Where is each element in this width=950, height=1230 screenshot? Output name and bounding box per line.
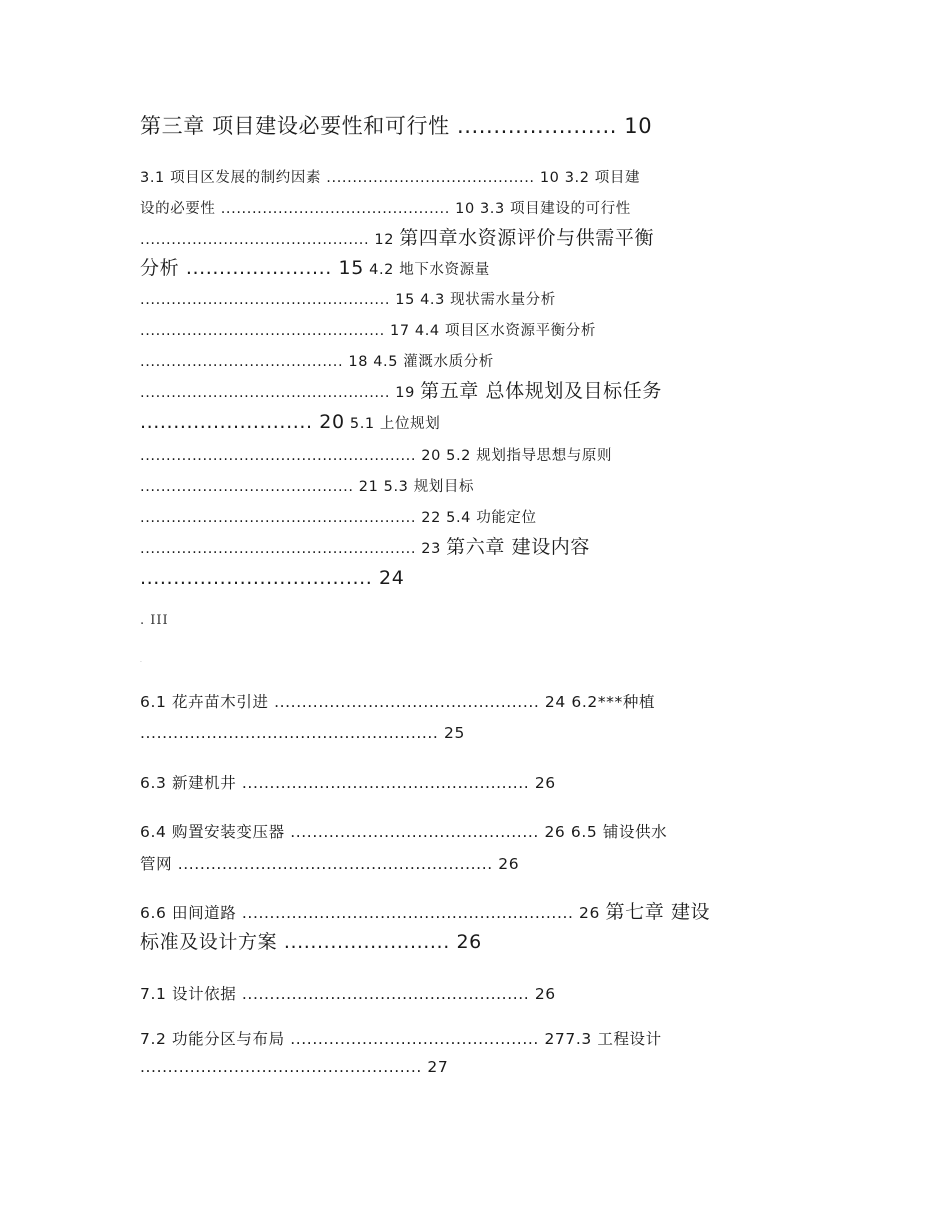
page-number xyxy=(140,614,169,627)
toc-chapter-heading: 第七章 建设 xyxy=(605,901,711,923)
toc-text: ...................................................... 25 xyxy=(140,724,465,742)
toc-text: ............................................ 12 xyxy=(140,232,400,248)
toc-text: ................................................... 27 xyxy=(140,1058,449,1076)
toc-line xyxy=(140,987,556,1003)
toc-line xyxy=(140,857,519,873)
toc-line-chapter-3 xyxy=(140,116,652,137)
toc-text: 3.1 项目区发展的制约因素 ........................................ 10 3.2 项目建 xyxy=(140,170,641,186)
toc-line xyxy=(140,695,655,711)
toc-text: ................................... 24 xyxy=(140,567,405,589)
toc-line xyxy=(140,171,640,186)
toc-line xyxy=(140,726,465,742)
toc-line xyxy=(140,776,556,792)
page-marker xyxy=(140,658,143,664)
toc-text: 管网 ......................................................... 26 xyxy=(140,855,520,873)
toc-text: ..................................................... 23 xyxy=(140,541,447,557)
toc-text: ..................................................... 22 5.4 功能定位 xyxy=(140,510,537,526)
toc-line xyxy=(140,259,490,278)
toc-line xyxy=(140,1032,662,1048)
toc-line xyxy=(140,903,710,922)
toc-line xyxy=(140,569,404,588)
toc-line xyxy=(140,1060,448,1076)
toc-line xyxy=(140,449,612,464)
toc-line xyxy=(140,480,474,495)
toc-text: 7.2 功能分区与布局 ............................................. 277.3 工程设计 xyxy=(140,1030,662,1048)
toc-chapter-heading: 第五章 总体规划及目标任务 xyxy=(420,380,662,402)
toc-text: 6.1 花卉苗木引进 ................................................ 24 6.2***种植 xyxy=(140,693,656,711)
toc-text: 6.4 购置安装变压器 ............................................. 26 6.5 铺设供水 xyxy=(140,823,668,841)
toc-text: ................................................ 15 4.3 现状需水量分析 xyxy=(140,292,556,308)
toc-text: 分析 ...................... 15 xyxy=(140,257,364,279)
page-marker-text: . xyxy=(140,657,143,664)
toc-line xyxy=(140,382,662,401)
toc-line xyxy=(140,355,494,370)
toc-text: ..................................................... 20 5.2 规划指导思想与原则 xyxy=(140,448,613,464)
toc-line xyxy=(140,229,654,248)
toc-text: 6.6 田间道路 ............................................................ 26 xyxy=(140,904,606,922)
toc-line xyxy=(140,202,631,217)
toc-line xyxy=(140,324,596,339)
toc-line xyxy=(140,293,556,308)
toc-line xyxy=(140,413,440,432)
toc-text: 标准及设计方案 ......................... 26 xyxy=(140,931,482,953)
toc-text: 6.3 新建机井 .................................................... 26 xyxy=(140,774,556,792)
toc-chapter-heading: 第六章 建设内容 xyxy=(446,536,590,558)
toc-text: .......................... 20 xyxy=(140,411,345,433)
toc-text: ............................................... 17 4.4 项目区水资源平衡分析 xyxy=(140,323,596,339)
toc-text: 设的必要性 ............................................ 10 3.3 项目建设的可行性 xyxy=(140,201,631,217)
page-number-text: . III xyxy=(140,613,169,628)
toc-chapter-heading: 第四章水资源评价与供需平衡 xyxy=(399,227,655,249)
toc-text: 7.1 设计依据 .................................................... 26 xyxy=(140,985,556,1003)
toc-line xyxy=(140,933,482,952)
toc-text: ....................................... 18 4.5 灌溉水质分析 xyxy=(140,354,494,370)
toc-line xyxy=(140,538,590,557)
toc-line xyxy=(140,825,667,841)
toc-text: 4.2 地下水资源量 xyxy=(363,262,490,278)
toc-text: 5.1 上位规划 xyxy=(344,416,441,432)
toc-text: ......................................... 21 5.3 规划目标 xyxy=(140,479,475,495)
toc-text: ................................................ 19 xyxy=(140,385,421,401)
toc-line xyxy=(140,511,537,526)
toc-text: 第三章 项目建设必要性和可行性 ...................... 10 xyxy=(140,114,653,138)
